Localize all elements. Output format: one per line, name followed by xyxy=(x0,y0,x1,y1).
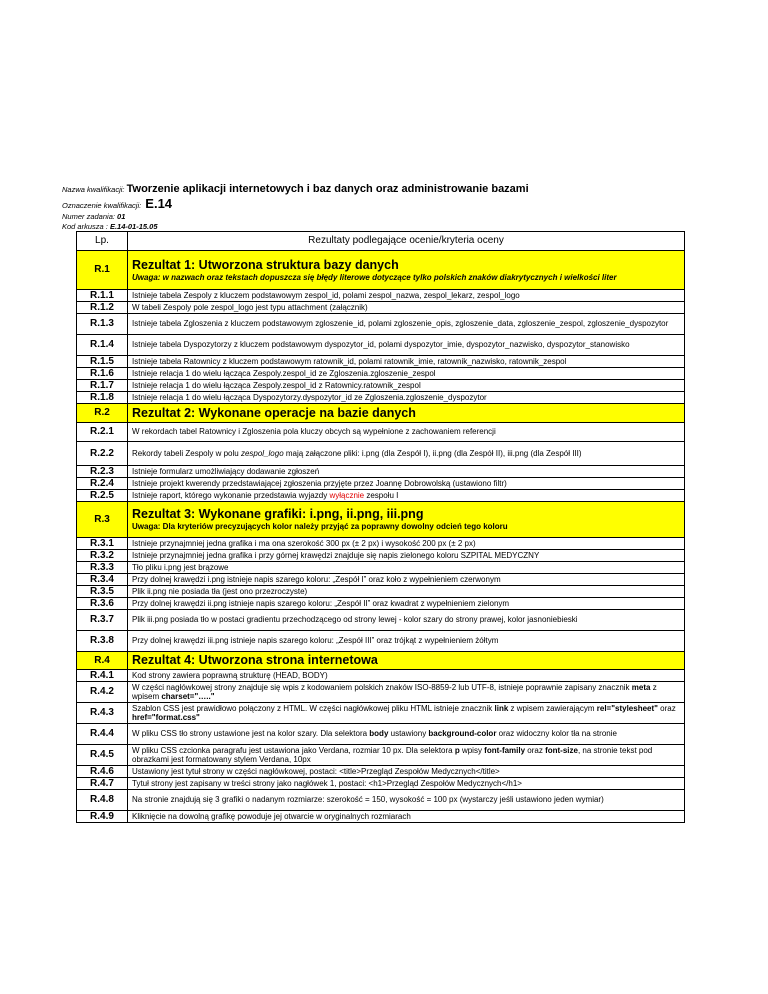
table-row xyxy=(77,392,685,404)
criterion-text xyxy=(128,682,685,703)
criterion-text-part: z wpisem zawierającym xyxy=(508,703,597,713)
table-row xyxy=(77,631,685,652)
table-row xyxy=(77,538,685,550)
criterion-text: Istnieje tabela Zgloszenia z kluczem podstawowym zgloszenie_id, polami zgloszenie_opis, zgloszenie_data, zgloszenie_zespol, zgloszenie_dyspozytor xyxy=(128,314,685,335)
table-row xyxy=(77,466,685,478)
criterion-id: R.1.2 xyxy=(77,302,128,314)
criterion-text: Istnieje formularz umożliwiający dodawanie zgłoszeń xyxy=(128,466,685,478)
criterion-id: R.4.9 xyxy=(77,811,128,823)
table-row xyxy=(77,610,685,631)
section-title: Rezultat 2: Wykonane operacje na bazie danych xyxy=(132,405,416,420)
table-row xyxy=(77,598,685,610)
criterion-id: R.4.1 xyxy=(77,670,128,682)
criterion-text: Przy dolnej krawędzi iii.png istnieje napis szarego koloru: „Zespół III” oraz trójkąt z wypełnieniem żółtym xyxy=(128,631,685,652)
section-row-r1 xyxy=(77,251,685,290)
section-id: R.1 xyxy=(77,251,128,290)
section-id: R.3 xyxy=(77,502,128,538)
qualification-name-line xyxy=(62,183,529,195)
table-row xyxy=(77,682,685,703)
criterion-id: R.1.3 xyxy=(77,314,128,335)
qualification-name: Tworzenie aplikacji internetowych i baz danych oraz administrowanie bazami xyxy=(126,183,529,195)
table-row xyxy=(77,550,685,562)
section-note: Uwaga: w nazwach oraz tekstach dopuszcza się błędy literowe dotyczące tylko polskich znaków diakrytycznych i wielkości liter xyxy=(132,272,617,282)
criterion-text-part: W pliku CSS tło strony ustawione jest na kolor szary. Dla selektora xyxy=(132,729,370,739)
criterion-text-part: W części nagłówkowej strony znajduje się wpis z kodowaniem polskich znaków ISO-8859-2 lub UTF-8, istnieje poprawnie zapisany znacznik xyxy=(132,682,632,692)
table-row xyxy=(77,703,685,724)
section-id: R.2 xyxy=(77,404,128,423)
criterion-text: W tabeli Zespoly pole zespol_logo jest typu attachment (załącznik) xyxy=(128,302,685,314)
criterion-text xyxy=(128,490,685,502)
criterion-text-part: mają załączone pliki: i.png (dla Zespół I), ii.png (dla Zespół II), iii.png (dla Zespół III) xyxy=(283,448,582,458)
table-row xyxy=(77,766,685,778)
criterion-text: W rekordach tabel Ratownicy i Zgloszenia pola kluczy obcych są wypełnione z zachowaniem referencji xyxy=(128,423,685,442)
code-term: link xyxy=(494,703,509,713)
sheet-code: E.14-01-15.05 xyxy=(109,222,158,231)
criterion-text-part: z wpisem xyxy=(132,682,657,701)
criterion-id: R.2.1 xyxy=(77,423,128,442)
criterion-id: R.4.8 xyxy=(77,790,128,811)
sheet-code-label: Kod arkusza : xyxy=(62,222,108,231)
column-header-criteria: Rezultaty podlegające ocenie/kryteria oceny xyxy=(128,232,685,251)
code-term: href="format.css" xyxy=(132,713,200,722)
criterion-text: Kliknięcie na dowolną grafikę powoduje jej otwarcie w oryginalnych rozmiarach xyxy=(128,811,685,823)
table-row xyxy=(77,380,685,392)
criterion-text: Na stronie znajdują się 3 grafiki o nadanym rozmiarze: szerokość = 150, wysokość = 100 px (wystarczy jeśli ustawiono jeden wymiar) xyxy=(128,790,685,811)
criterion-text: Plik iii.png posiada tło w postaci gradientu przechodzącego od strony lewej - kolor szary do strony prawej, kolor jasnoniebieski xyxy=(128,610,685,631)
table-row xyxy=(77,442,685,466)
table-row xyxy=(77,670,685,682)
criterion-id: R.3.6 xyxy=(77,598,128,610)
criterion-text: Istnieje relacja 1 do wielu łącząca Zespoly.zespol_id z Ratownicy.ratownik_zespol xyxy=(128,380,685,392)
criterion-id: R.2.4 xyxy=(77,478,128,490)
criterion-text xyxy=(128,703,685,724)
criterion-text: Przy dolnej krawędzi i.png istnieje napis szarego koloru: „Zespół I” oraz koło z wypełnieniem czerwonym xyxy=(128,574,685,586)
criterion-id: R.1.8 xyxy=(77,392,128,404)
table-row xyxy=(77,745,685,766)
criterion-id: R.1.5 xyxy=(77,356,128,368)
code-term: font-size xyxy=(545,745,578,755)
criteria-table xyxy=(76,231,685,823)
section-row-r3 xyxy=(77,502,685,538)
section-note: Uwaga: Dla kryteriów precyzujących kolor należy przyjąć za poprawny dowolny odcień tego koloru xyxy=(132,522,508,532)
criterion-text-part: , na stronie tekst pod obrazkami jest formatowany stylem Verdana, 10px xyxy=(132,745,653,764)
sheet-code-line xyxy=(62,222,158,231)
criterion-id: R.3.1 xyxy=(77,538,128,550)
table-row xyxy=(77,562,685,574)
criterion-id: R.3.4 xyxy=(77,574,128,586)
criterion-id: R.2.2 xyxy=(77,442,128,466)
criterion-id: R.3.2 xyxy=(77,550,128,562)
criterion-id: R.1.6 xyxy=(77,368,128,380)
table-row xyxy=(77,290,685,302)
section-row-r2 xyxy=(77,404,685,423)
code-term: p xyxy=(454,745,460,755)
task-number-label: Numer zadania: xyxy=(62,212,115,221)
criterion-text: Istnieje projekt kwerendy przedstawiającej zgłoszenia przyjęte przez Joannę Dobrowolską (ustawiono filtr) xyxy=(128,478,685,490)
section-title: Rezultat 1: Utworzona struktura bazy danych xyxy=(132,257,399,272)
table-row xyxy=(77,811,685,823)
table-row xyxy=(77,314,685,335)
qualification-code-line xyxy=(62,196,172,211)
task-number: 01 xyxy=(117,212,126,221)
table-row xyxy=(77,478,685,490)
criterion-text-part: zespołu I xyxy=(364,490,399,500)
criterion-text: Plik ii.png nie posiada tła (jest ono przezroczyste) xyxy=(128,586,685,598)
table-row xyxy=(77,302,685,314)
criterion-text xyxy=(128,442,685,466)
field-name: zespol_logo xyxy=(240,448,284,458)
criterion-id: R.1.1 xyxy=(77,290,128,302)
criterion-text: Istnieje tabela Dyspozytorzy z kluczem podstawowym dyspozytor_id, polami dyspozytor_imie, dyspozytor_nazwisko, dyspozytor_stanowisko xyxy=(128,335,685,356)
criterion-text: Przy dolnej krawędzi ii.png istnieje napis szarego koloru: „Zespół II” oraz kwadrat z wypełnieniem zielonym xyxy=(128,598,685,610)
table-header-row xyxy=(77,232,685,251)
code-term: body xyxy=(369,729,389,739)
criterion-text xyxy=(128,724,685,745)
criterion-text-part: ustawiony xyxy=(388,729,429,739)
criterion-id: R.1.4 xyxy=(77,335,128,356)
table-row xyxy=(77,586,685,598)
criterion-text-part: oraz xyxy=(525,745,546,755)
criterion-text: Kod strony zawiera poprawną strukturę (HEAD, BODY) xyxy=(128,670,685,682)
code-term: meta xyxy=(631,682,651,692)
criterion-text: Ustawiony jest tytuł strony w części nagłówkowej, postaci: <title>Przegląd Zespołów Medycznych</title> xyxy=(128,766,685,778)
qualification-name-label: Nazwa kwalifikacji: xyxy=(62,185,125,194)
section-row-r4 xyxy=(77,652,685,670)
table-row xyxy=(77,423,685,442)
table-row xyxy=(77,790,685,811)
section-title: Rezultat 4: Utworzona strona internetowa xyxy=(132,653,378,667)
qualification-code-label: Oznaczenie kwalifikacji: xyxy=(62,201,142,210)
highlighted-word: wyłącznie xyxy=(329,490,365,500)
criterion-id: R.4.6 xyxy=(77,766,128,778)
code-term: background-color xyxy=(428,729,497,739)
criterion-id: R.1.7 xyxy=(77,380,128,392)
table-row xyxy=(77,778,685,790)
table-row xyxy=(77,356,685,368)
code-term: font-family xyxy=(484,745,526,755)
criterion-text: Istnieje relacja 1 do wielu łącząca Zespoly.zespol_id ze Zgloszenia.zgloszenie_zespol xyxy=(128,368,685,380)
criterion-id: R.4.5 xyxy=(77,745,128,766)
table-row xyxy=(77,335,685,356)
criterion-text: Istnieje przynajmniej jedna grafika i przy górnej krawędzi znajduje się napis zielonego koloru SZPITAL MEDYCZNY xyxy=(128,550,685,562)
criterion-id: R.3.8 xyxy=(77,631,128,652)
criterion-text-part: oraz widoczny kolor tła na stronie xyxy=(496,729,617,739)
criterion-text: Istnieje relacja 1 do wielu łącząca Dyspozytorzy.dyspozytor_id ze Zgloszenia.zgloszenie_dyspozytor xyxy=(128,392,685,404)
criterion-text: Istnieje przynajmniej jedna grafika i ma ona szerokość 300 px (± 2 px) i wysokość 200 px (± 2 px) xyxy=(128,538,685,550)
criterion-text: Istnieje tabela Zespoly z kluczem podstawowym zespol_id, polami zespol_nazwa, zespol_lekarz, zespol_logo xyxy=(128,290,685,302)
criterion-id: R.3.3 xyxy=(77,562,128,574)
criterion-text-part: Istnieje raport, którego wykonanie przedstawia wyjazdy xyxy=(132,490,330,500)
criterion-text-part: wpisy xyxy=(459,745,485,755)
code-term: charset="….." xyxy=(161,692,215,701)
task-number-line xyxy=(62,212,125,221)
section-cell xyxy=(128,502,685,538)
qualification-code: E.14 xyxy=(145,196,173,211)
section-id: R.4 xyxy=(77,652,128,670)
criterion-text-part: W pliku CSS czcionka paragrafu jest ustawiona jako Verdana, rozmiar 10 px. Dla selektora xyxy=(132,745,455,755)
criterion-id: R.4.7 xyxy=(77,778,128,790)
section-cell xyxy=(128,251,685,290)
criterion-text-part: Szablon CSS jest prawidłowo połączony z HTML. W części nagłówkowej pliku HTML istnieje znacznik xyxy=(132,703,495,713)
criterion-text xyxy=(128,745,685,766)
criterion-text: Istnieje tabela Ratownicy z kluczem podstawowym ratownik_id, polami ratownik_imie, ratownik_nazwisko, ratownik_zespol xyxy=(128,356,685,368)
section-cell xyxy=(128,652,685,670)
criterion-text: Tytuł strony jest zapisany w treści strony jako nagłówek 1, postaci: <h1>Przegląd Zespołów Medycznych</h1> xyxy=(128,778,685,790)
criterion-text: Tło pliku i.png jest brązowe xyxy=(128,562,685,574)
criterion-id: R.3.5 xyxy=(77,586,128,598)
criterion-id: R.4.2 xyxy=(77,682,128,703)
criterion-id: R.3.7 xyxy=(77,610,128,631)
table-row xyxy=(77,724,685,745)
section-title: Rezultat 3: Wykonane grafiki: i.png, ii.png, iii.png xyxy=(132,507,424,522)
column-header-lp: Lp. xyxy=(77,232,128,251)
criterion-id: R.2.5 xyxy=(77,490,128,502)
criterion-id: R.4.4 xyxy=(77,724,128,745)
table-row xyxy=(77,368,685,380)
criterion-id: R.2.3 xyxy=(77,466,128,478)
section-cell xyxy=(128,404,685,423)
table-row xyxy=(77,490,685,502)
criterion-text-part: Rekordy tabeli Zespoly w polu xyxy=(132,448,241,458)
criterion-text-part: oraz xyxy=(657,703,676,713)
criterion-id: R.4.3 xyxy=(77,703,128,724)
code-term: rel="stylesheet" xyxy=(596,703,658,713)
table-row xyxy=(77,574,685,586)
